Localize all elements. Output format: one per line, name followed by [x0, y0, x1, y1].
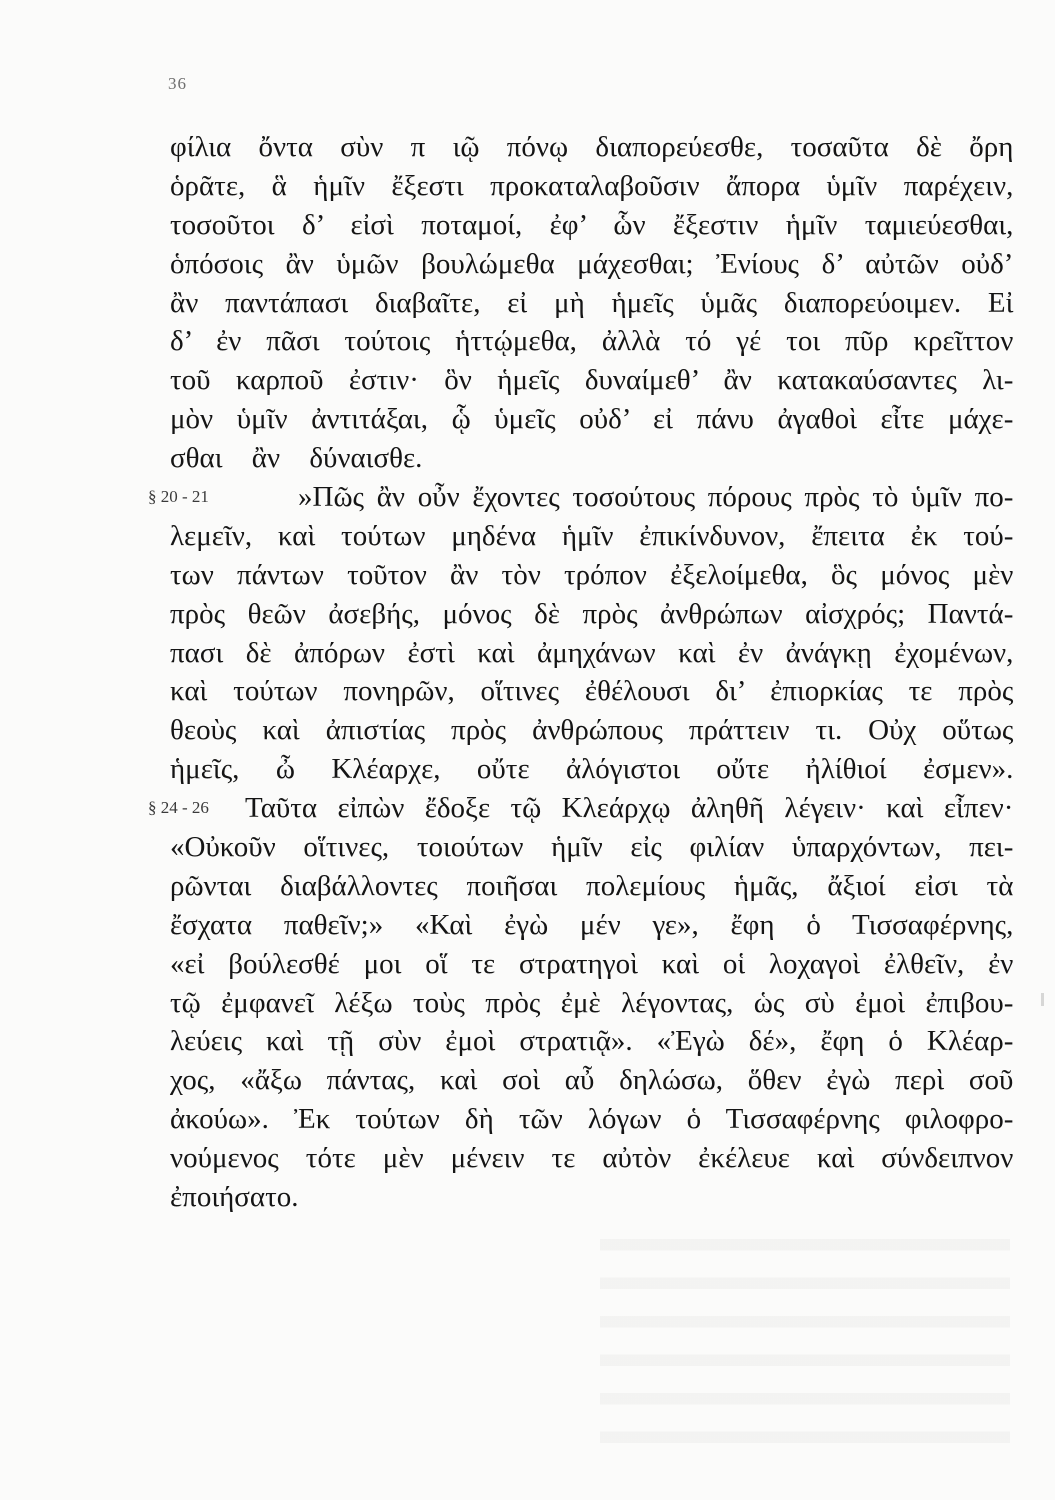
line-text: ὁπόσοις ἂν ὑμῶν βουλώμεθα μάχεσθαι; Ἐνίους δ’ αὐτῶν οὐδ’: [170, 247, 1014, 280]
line-text: «εἰ βούλεσθέ μοι οἵ τε στρατηγοὶ καὶ οἱ λοχαγοὶ ἐλθεῖν, ἐν: [170, 947, 1014, 980]
line-text: ρῶνται διαβάλλοντες ποιῆσαι πολεμίους ἡμᾶς, ἄξιοί εἰσι τὰ: [170, 869, 1014, 902]
line-text: ἀκούω». Ἐκ τούτων δὴ τῶν λόγων ὁ Τισσαφέρνης φιλοφρο-: [170, 1103, 1014, 1136]
text-line: [170, 711, 1014, 750]
text-line: [170, 1139, 1014, 1178]
text-line: [170, 245, 1014, 284]
text-line: [170, 400, 1014, 439]
section-reference-note: § 20 - 21: [148, 487, 209, 507]
text-line: [170, 284, 1014, 323]
text-line: [170, 906, 1014, 945]
line-text: »Πῶς ἂν οὖν ἔχοντες τοσούτους πόρους πρὸς τὸ ὑμῖν πο-: [298, 481, 1014, 514]
scan-edge-mark: [1041, 993, 1044, 1006]
line-text: χος, «ἄξω πάντας, καὶ σοὶ αὖ δηλώσω, ὅθεν ἐγὼ περὶ σοῦ: [170, 1064, 1014, 1097]
text-line: [170, 1022, 1014, 1061]
line-text: ἐποιήσατο.: [170, 1181, 299, 1214]
bleed-through-shadow: [600, 1212, 1010, 1452]
line-text: ὁρᾶτε, ἃ ἡμῖν ἔξεστι προκαταλαβοῦσιν ἄπορα ὑμῖν παρέχειν,: [170, 169, 1014, 202]
line-text: δ’ ἐν πᾶσι τούτοις ἡττῴμεθα, ἀλλὰ τό γέ τοι πῦρ κρεῖττον: [170, 325, 1014, 358]
line-text: ἂν παντάπασι διαβαῖτε, εἰ μὴ ἡμεῖς ὑμᾶς διαπορεύοιμεν. Εἰ: [170, 286, 1014, 319]
text-line: [170, 439, 1014, 478]
text-line: [170, 556, 1014, 595]
text-line: [170, 1100, 1014, 1139]
line-text: φίλια ὄντα σὺν π ιῷ πόνῳ διαπορεύεσθε, τοσαῦτα δὲ ὄρη: [170, 131, 1014, 163]
line-text: πρὸς θεῶν ἀσεβής, μόνος δὲ πρὸς ἀνθρώπων αἰσχρός; Παντά-: [170, 597, 1014, 630]
line-text: τοῦ καρποῦ ἐστιν· ὃν ἡμεῖς δυναίμεθ’ ἂν κατακαύσαντες λι-: [170, 364, 1014, 397]
line-text: νούμενος τότε μὲν μένειν τε αὐτὸν ἐκέλευε καὶ σύνδειπνον: [170, 1142, 1014, 1175]
text-line: [170, 361, 1014, 400]
text-line: [170, 867, 1014, 906]
paragraph: [148, 478, 1014, 789]
page-number: 36: [168, 74, 187, 93]
section-reference-note: § 24 - 26: [148, 798, 209, 818]
text-line: [170, 322, 1014, 361]
line-text: σθαι ἂν δύναισθε.: [170, 442, 423, 475]
line-text: λεμεῖν, καὶ τούτων μηδένα ἡμῖν ἐπικίνδυνον, ἔπειτα ἐκ τού-: [170, 519, 1014, 552]
text-line: [148, 789, 1014, 828]
line-text: των πάντων τοῦτον ἂν τὸν τρόπον ἐξελοίμεθα, ὃς μόνος μὲν: [170, 558, 1014, 591]
line-text: τῷ ἐμφανεῖ λέξω τοὺς πρὸς ἐμὲ λέγοντας, ὡς σὺ ἐμοὶ ἐπιβου-: [170, 986, 1014, 1019]
text-line: [170, 1061, 1014, 1100]
paragraph: [170, 128, 1014, 478]
text-line: [170, 206, 1014, 245]
text-line: [170, 828, 1014, 867]
text-line: [170, 517, 1014, 556]
text-line: [170, 595, 1014, 634]
text-line: [148, 478, 1014, 517]
line-text: μὸν ὑμῖν ἀντιτάξαι, ᾧ ὑμεῖς οὐδ’ εἰ πάνυ ἀγαθοὶ εἶτε μάχε-: [170, 403, 1014, 436]
line-text: πασι δὲ ἀπόρων ἐστὶ καὶ ἀμηχάνων καὶ ἐν ἀνάγκῃ ἐχομένων,: [170, 636, 1014, 669]
text-line: [170, 128, 1014, 167]
line-text: ἔσχατα παθεῖν;» «Καὶ ἐγὼ μέν γε», ἔφη ὁ Τισσαφέρνης,: [170, 908, 1014, 941]
line-text: θεοὺς καὶ ἀπιστίας πρὸς ἀνθρώπους πράττειν τι. Οὐχ οὕτως: [170, 714, 1014, 747]
line-text: τοσοῦτοι δ’ εἰσὶ ποταμοί, ἐφ’ ὧν ἔξεστιν ἡμῖν ταμιεύεσθαι,: [170, 208, 1014, 241]
line-text: καὶ τούτων πονηρῶν, οἵτινες ἐθέλουσι δι’ ἐπιορκίας τε πρὸς: [170, 675, 1014, 708]
text-line: [170, 672, 1014, 711]
line-text: ἡμεῖς, ὦ Κλέαρχε, οὔτε ἀλόγιστοι οὔτε ἠλίθιοί ἐσμεν».: [170, 753, 1014, 786]
text-line: [170, 945, 1014, 984]
text-line: [170, 750, 1014, 789]
line-text: Ταῦτα εἰπὼν ἔδοξε τῷ Κλεάρχῳ ἀληθῆ λέγειν· καὶ εἶπεν·: [245, 792, 1014, 825]
body-text: [148, 128, 1014, 1217]
paragraph: [148, 789, 1014, 1217]
line-text: «Οὐκοῦν οἵτινες, τοιούτων ἡμῖν εἰς φιλίαν ὑπαρχόντων, πει-: [170, 831, 1014, 864]
text-line: [170, 634, 1014, 673]
line-text: λεύεις καὶ τῇ σὺν ἐμοὶ στρατιᾷ». «Ἐγὼ δέ», ἔφη ὁ Κλέαρ-: [170, 1025, 1014, 1058]
text-line: [170, 167, 1014, 206]
text-line: [170, 984, 1014, 1023]
